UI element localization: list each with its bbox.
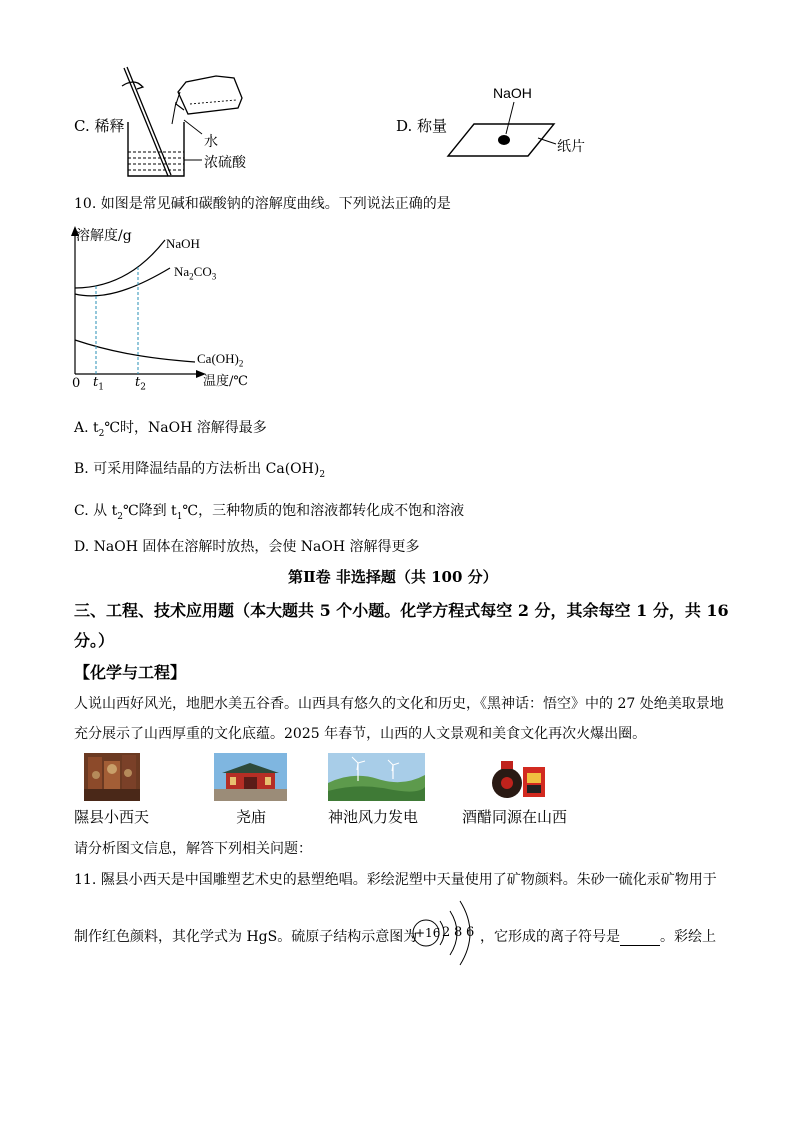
caoh2-curve-label: $Ca(OH)_2$ [197, 351, 244, 369]
section-heading-line2: 分。） [74, 631, 115, 650]
photo-xiaoxitian [84, 753, 140, 801]
caption-shenchi: 神池风力发电 [328, 808, 419, 826]
naoh-curve-label: NaOH [166, 236, 200, 251]
conc-acid-label: 浓硫酸 [204, 155, 246, 171]
photo-vinegar [487, 757, 548, 801]
option-c-label: C. 稀释 [74, 117, 125, 135]
q11-line1: 11. 隰县小西天是中国雕塑艺术史的悬塑绝唱。彩绘泥塑中天量使用了矿物颜料。朱砂一硫化汞矿物用于 [74, 872, 717, 888]
sulfur-atom-diagram [406, 893, 486, 973]
caption-yaomiao: 尧庙 [236, 808, 267, 826]
nucleus-charge: +16 [415, 926, 441, 940]
caoh2-curve [75, 340, 195, 362]
shell-2-count: 8 [454, 925, 463, 940]
na2co3-curve-label: $Na_2CO_3$ [174, 264, 217, 282]
q11-line2-post: ，它形成的离子符号是 。彩绘上 [480, 929, 716, 945]
origin-label: 0 [72, 376, 81, 391]
q10-option-c: C. 从 $t_2℃$降到 $t_1℃$，三种物质的饱和溶液都转化成不饱和溶液 [74, 503, 465, 522]
naoh-curve [75, 240, 165, 288]
section-heading-line1: 三、工程、技术应用题（本大题共 5 个小题。化学方程式每空 2 分，其余每空 1 分，共 16 [74, 601, 729, 620]
weighing-paper-figure [446, 100, 561, 160]
caption-vinegar: 酒醋同源在山西 [462, 808, 568, 826]
naoh-label: NaOH [493, 85, 532, 101]
q10-option-d: D. NaOH 固体在溶解时放热，会使 NaOH 溶解得更多 [74, 539, 420, 555]
paper-label: 纸片 [557, 139, 585, 155]
intro-para-line2: 充分展示了山西厚重的文化底蕴。2025 年春节，山西的人文景观和美食文化再次火爆出圈。 [74, 726, 647, 742]
x-axis-label: 温度/℃ [203, 374, 248, 389]
naoh-pellet [498, 135, 510, 145]
intro-para-line1: 人说山西好风光，地肥水美五谷香。山西具有悠久的文化和历史，《黑神话：悟空》中的 27 处绝美取景地 [74, 696, 724, 712]
q11-line2-pre: 制作红色颜料，其化学式为 HgS。硫原子结构示意图为 [74, 929, 418, 945]
section-title: 第Ⅱ卷 非选择题（共 100 分） [288, 568, 498, 586]
instruction: 请分析图文信息，解答下列相关问题： [74, 841, 312, 857]
na2co3-curve [75, 268, 170, 296]
ion-symbol-blank[interactable] [620, 931, 660, 946]
water-bottle [178, 76, 242, 114]
y-axis-label: 溶解度/g [76, 228, 132, 244]
photo-yaomiao [214, 753, 287, 801]
water-label: 水 [204, 134, 218, 150]
t2-tick-label: $t_2$ [135, 375, 146, 393]
beaker [128, 122, 184, 176]
shell-1-count: 2 [442, 925, 451, 940]
photo-shenchi-wind [328, 753, 425, 801]
shell-3-count: 6 [466, 925, 475, 940]
q10-option-a: A. $t_2℃$时，NaOH 溶解得最多 [74, 420, 267, 439]
q10-stem: 10. 如图是常见碱和碳酸钠的溶解度曲线。下列说法正确的是 [74, 196, 451, 212]
caption-xiaoxitian: 隰县小西天 [74, 808, 150, 826]
subheading: 【化学与工程】 [74, 663, 187, 682]
glass-rod [124, 68, 168, 176]
t1-tick-label: $t_1$ [93, 375, 104, 393]
q10-option-b: B. 可采用降温结晶的方法析出 $Ca(OH)_2$ [74, 461, 326, 480]
option-d-label: D. 称量 [396, 117, 448, 135]
